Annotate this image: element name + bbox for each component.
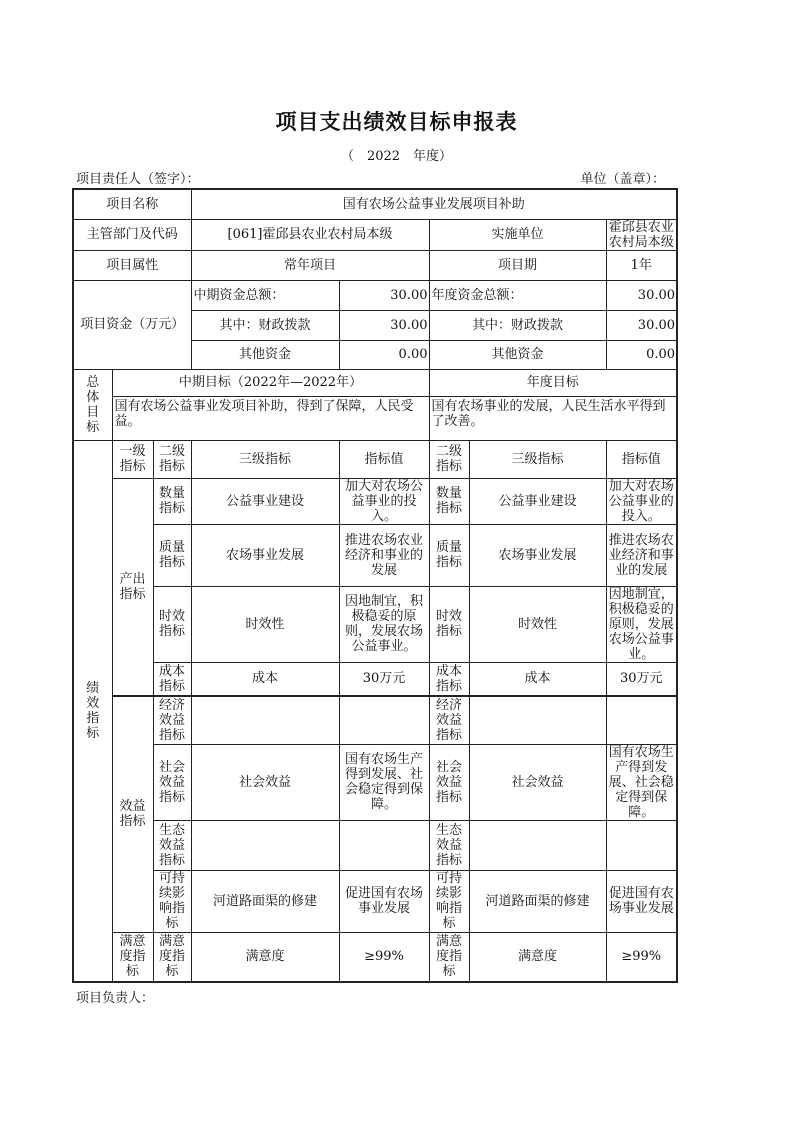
performance-table — [72, 188, 678, 983]
level3-cell-annual: 成本 — [469, 662, 606, 696]
value-cell: 30万元 — [339, 662, 429, 696]
level2-cell-annual: 数量指标 — [429, 478, 469, 524]
level2-cell-annual: 经济效益指标 — [429, 696, 469, 744]
level2-cell: 生态效益指标 — [153, 820, 191, 870]
satisfaction-indicator-label: 满意度指标 — [112, 932, 153, 982]
level2-cell: 社会效益指标 — [153, 744, 191, 820]
table-row — [73, 870, 677, 932]
level2-cell-annual: 社会效益指标 — [429, 744, 469, 820]
level2-cell: 时效指标 — [153, 586, 191, 662]
level1-header: 一级指标 — [112, 440, 153, 478]
period-value: 1年 — [606, 250, 677, 280]
value-cell: 因地制宜，积极稳妥的原则，发展农场公益事业。 — [339, 586, 429, 662]
funds-label: 项目资金（万元） — [73, 280, 191, 369]
level2-cell: 成本指标 — [153, 662, 191, 696]
mid-total-value: 30.00 — [339, 280, 429, 310]
value-cell: 推进农场农业经济和事业的发展 — [339, 524, 429, 586]
impl-unit-value: 霍邱县农业农村局本级 — [606, 219, 677, 250]
level3-header: 三级指标 — [191, 440, 339, 478]
level3-cell: 公益事业建设 — [191, 478, 339, 524]
level2-cell-annual: 时效指标 — [429, 586, 469, 662]
value-cell-annual — [606, 820, 677, 870]
level3-cell — [191, 696, 339, 744]
year-goal-text: 国有农场事业的发展，人民生活水平得到了改善。 — [429, 396, 677, 440]
level2-cell: 质量指标 — [153, 524, 191, 586]
level2-cell: 数量指标 — [153, 478, 191, 524]
level3-cell-annual — [469, 696, 606, 744]
value-cell-annual: 30万元 — [606, 662, 677, 696]
year-goal-header: 年度目标 — [429, 369, 677, 396]
level2-cell-annual: 生态效益指标 — [429, 820, 469, 870]
period-label: 项目期 — [429, 250, 606, 280]
mid-other-label: 其他资金 — [191, 340, 339, 369]
level2-header-annual: 二级指标 — [429, 440, 469, 478]
level2-cell-annual: 可持续影响指标 — [429, 870, 469, 932]
table-row — [73, 662, 677, 696]
level2-header: 二级指标 — [153, 440, 191, 478]
value-cell — [339, 820, 429, 870]
level3-cell: 农场事业发展 — [191, 524, 339, 586]
level3-cell: 河道路面渠的修建 — [191, 870, 339, 932]
table-row — [73, 744, 677, 820]
page-title: 项目支出绩效目标申报表 — [275, 109, 518, 134]
level3-cell: 时效性 — [191, 586, 339, 662]
project-name-value: 国有农场公益事业发展项目补助 — [191, 189, 677, 219]
mid-fiscal-label: 其中：财政拨款 — [191, 310, 339, 340]
value-cell: 促进国有农场事业发展 — [339, 870, 429, 932]
mid-goal-text: 国有农场公益事业发项目补助，得到了保障，人民受益。 — [112, 396, 429, 440]
level3-cell-annual: 社会效益 — [469, 744, 606, 820]
mid-total-label: 中期资金总额： — [191, 280, 339, 310]
year-other-label: 其他资金 — [429, 340, 606, 369]
level3-cell: 社会效益 — [191, 744, 339, 820]
table-row — [73, 696, 677, 744]
level3-cell-annual: 时效性 — [469, 586, 606, 662]
attr-value: 常年项目 — [191, 250, 429, 280]
value-cell-annual: 推进农场农业经济和事业的发展 — [606, 524, 677, 586]
project-name-label: 项目名称 — [73, 189, 191, 219]
value-cell-annual — [606, 696, 677, 744]
level3-cell — [191, 820, 339, 870]
year-fiscal-value: 30.00 — [606, 310, 677, 340]
overall-goal-label: 总体目标 — [73, 369, 112, 440]
value-cell-annual: 加大对农场公益事业的投入。 — [606, 478, 677, 524]
level2-cell-annual: 质量指标 — [429, 524, 469, 586]
value-cell-annual: 因地制宜，积极稳妥的原则，发展农场公益事业。 — [606, 586, 677, 662]
year-fiscal-label: 其中：财政拨款 — [429, 310, 606, 340]
level2-cell-annual: 满意度指标 — [429, 932, 469, 982]
level3-cell-annual — [469, 820, 606, 870]
level2-cell: 满意度指标 — [153, 932, 191, 982]
value-cell: ≥99% — [339, 932, 429, 982]
benefit-indicator-label: 效益指标 — [112, 696, 153, 932]
level3-cell-annual: 满意度 — [469, 932, 606, 982]
value-header: 指标值 — [339, 440, 429, 478]
mid-other-value: 0.00 — [339, 340, 429, 369]
year-other-value: 0.00 — [606, 340, 677, 369]
level3-cell-annual: 农场事业发展 — [469, 524, 606, 586]
project-leader-label: 项目负责人： — [76, 991, 155, 1006]
output-indicator-label: 产出指标 — [112, 478, 153, 696]
level3-cell-annual: 公益事业建设 — [469, 478, 606, 524]
value-cell: 加大对农场公益事业的投入。 — [339, 478, 429, 524]
year-total-label: 年度资金总额： — [429, 280, 606, 310]
table-row — [73, 478, 677, 524]
table-row — [73, 586, 677, 662]
performance-indicators-label: 绩效指标 — [73, 440, 112, 982]
value-cell-annual: ≥99% — [606, 932, 677, 982]
dept-value: [061]霍邱县农业农村局本级 — [191, 219, 429, 250]
value-cell: 国有农场生产得到发展、社会稳定得到保障。 — [339, 744, 429, 820]
table-row — [73, 820, 677, 870]
attr-label: 项目属性 — [73, 250, 191, 280]
level2-cell-annual: 成本指标 — [429, 662, 469, 696]
level3-cell: 满意度 — [191, 932, 339, 982]
level3-cell: 成本 — [191, 662, 339, 696]
level2-cell: 经济效益指标 — [153, 696, 191, 744]
table-row — [73, 932, 677, 982]
impl-unit-label: 实施单位 — [429, 219, 606, 250]
level3-header-annual: 三级指标 — [469, 440, 606, 478]
value-header-annual: 指标值 — [606, 440, 677, 478]
table-and-footer — [72, 188, 676, 1007]
year-line: （ 2022 年度） — [340, 149, 453, 164]
value-cell — [339, 696, 429, 744]
mid-goal-header: 中期目标（2022年—2022年） — [112, 369, 429, 396]
year-total-value: 30.00 — [606, 280, 677, 310]
value-cell-annual: 促进国有农场事业发展 — [606, 870, 677, 932]
level3-cell-annual: 河道路面渠的修建 — [469, 870, 606, 932]
value-cell-annual: 国有农场生产得到发展、社会稳定得到保障。 — [606, 744, 677, 820]
table-row — [73, 524, 677, 586]
mid-fiscal-value: 30.00 — [339, 310, 429, 340]
responsible-signature-label: 项目责任人（签字）： — [76, 172, 200, 187]
unit-seal-label: 单位（盖章）： — [580, 172, 665, 187]
dept-label: 主管部门及代码 — [73, 219, 191, 250]
level2-cell: 可持续影响指标 — [153, 870, 191, 932]
